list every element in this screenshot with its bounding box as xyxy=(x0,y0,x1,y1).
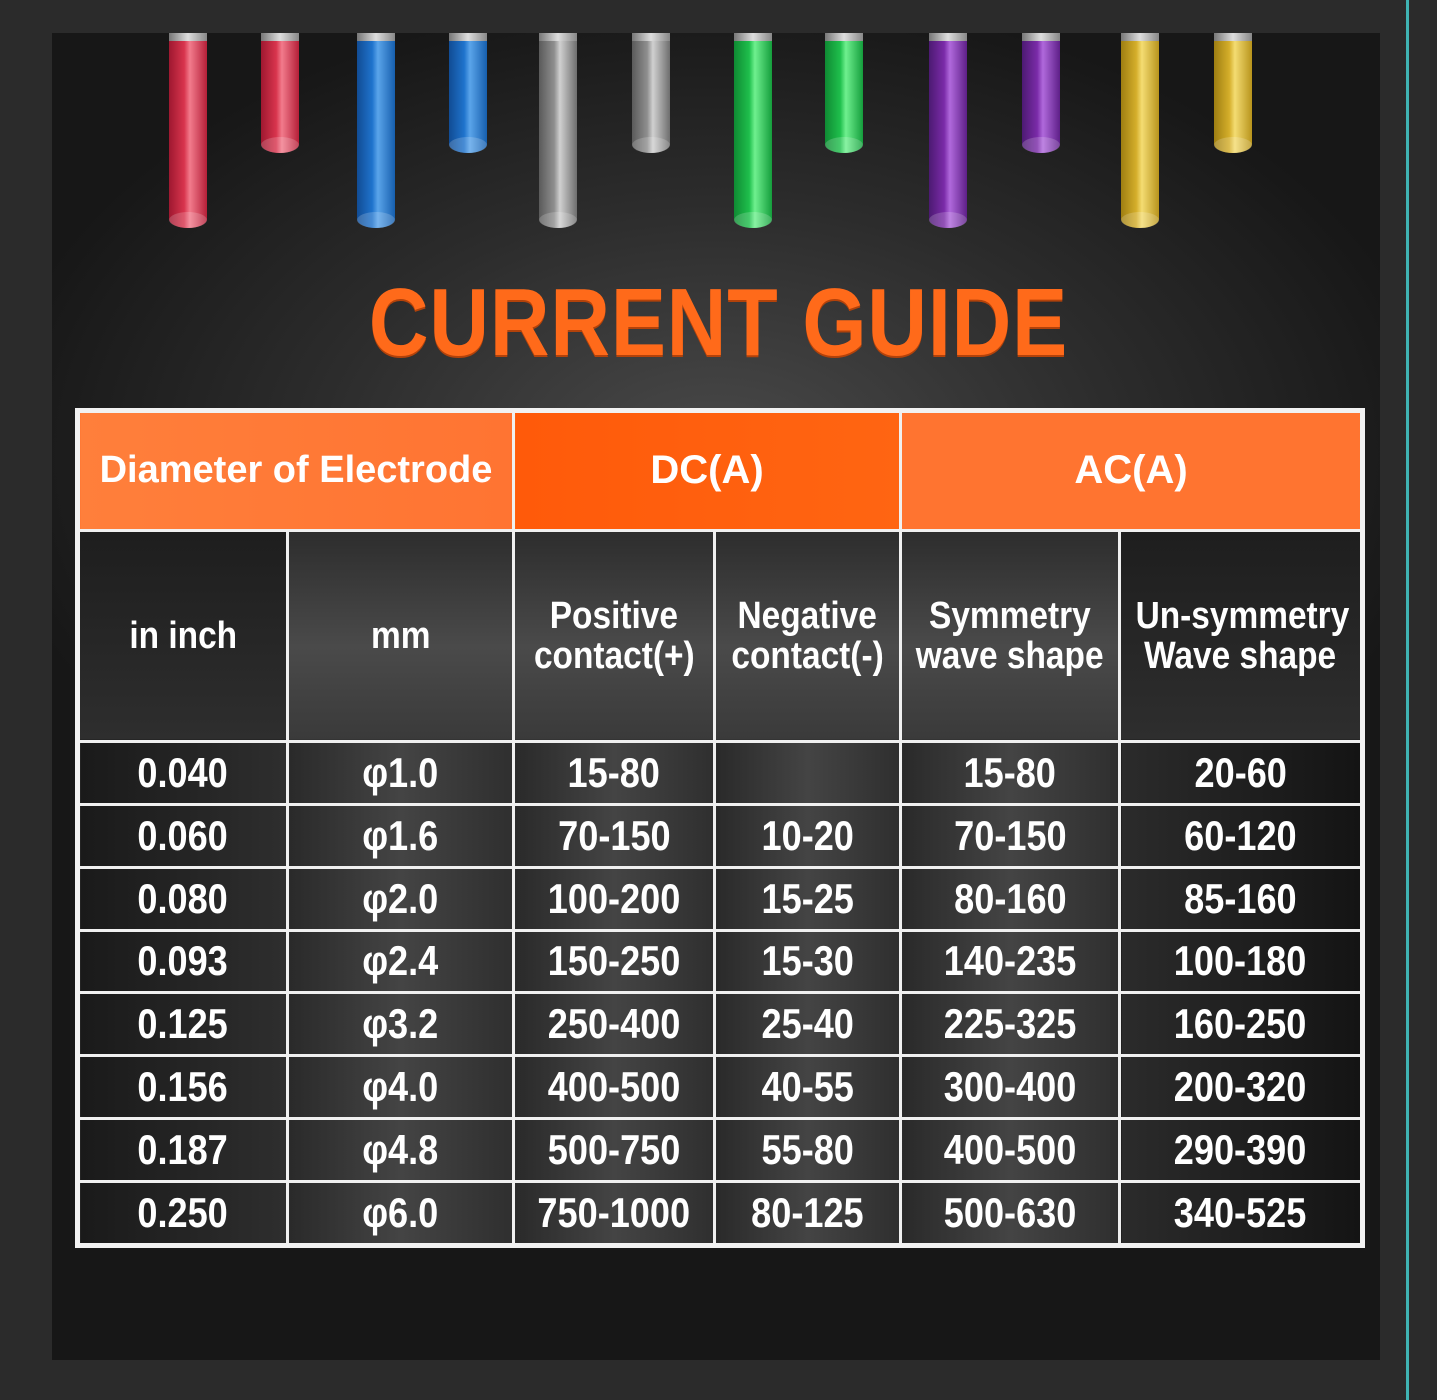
cell-mm: φ2.4 xyxy=(288,930,514,993)
cell-ac-unsymmetry: 60-120 xyxy=(1120,804,1363,867)
table-row xyxy=(78,993,1363,1056)
rod-green-long-icon xyxy=(734,33,772,228)
rod-green-short-icon xyxy=(825,33,863,153)
group-header-row xyxy=(78,411,1363,531)
cell-dc-negative xyxy=(715,741,901,804)
rod-blue-short-icon xyxy=(449,33,487,153)
sub-header-row xyxy=(78,530,1363,741)
electrode-rods xyxy=(52,33,1380,253)
cell-ac-unsymmetry: 85-160 xyxy=(1120,867,1363,930)
cell-dc-positive: 250-400 xyxy=(514,993,715,1056)
cell-inch: 0.125 xyxy=(78,993,288,1056)
cell-dc-positive: 500-750 xyxy=(514,1119,715,1182)
table-row xyxy=(78,1182,1363,1246)
cell-dc-negative: 40-55 xyxy=(715,1056,901,1119)
subheader-dc-positive: Positive contact(+) xyxy=(514,530,715,741)
table-row xyxy=(78,867,1363,930)
cell-mm: φ3.2 xyxy=(288,993,514,1056)
cell-ac-unsymmetry: 290-390 xyxy=(1120,1119,1363,1182)
cell-dc-negative: 15-30 xyxy=(715,930,901,993)
cell-ac-symmetry: 500-630 xyxy=(901,1182,1120,1246)
side-divider-line xyxy=(1406,0,1409,1400)
rod-gray-short-icon xyxy=(632,33,670,153)
current-guide-table xyxy=(75,408,1365,1248)
cell-mm: φ4.8 xyxy=(288,1119,514,1182)
cell-ac-symmetry: 400-500 xyxy=(901,1119,1120,1182)
cell-ac-unsymmetry: 340-525 xyxy=(1120,1182,1363,1246)
cell-dc-positive: 150-250 xyxy=(514,930,715,993)
cell-dc-positive: 15-80 xyxy=(514,741,715,804)
rod-yellow-long-icon xyxy=(1121,33,1159,228)
rod-purple-short-icon xyxy=(1022,33,1060,153)
cell-inch: 0.250 xyxy=(78,1182,288,1246)
cell-ac-unsymmetry: 20-60 xyxy=(1120,741,1363,804)
cell-ac-symmetry: 15-80 xyxy=(901,741,1120,804)
cell-dc-negative: 25-40 xyxy=(715,993,901,1056)
cell-inch: 0.156 xyxy=(78,1056,288,1119)
cell-ac-symmetry: 300-400 xyxy=(901,1056,1120,1119)
cell-dc-positive: 70-150 xyxy=(514,804,715,867)
header-dc: DC(A) xyxy=(514,411,901,531)
table-row xyxy=(78,741,1363,804)
cell-dc-negative: 55-80 xyxy=(715,1119,901,1182)
rod-gray-long-icon xyxy=(539,33,577,228)
cell-ac-symmetry: 70-150 xyxy=(901,804,1120,867)
cell-mm: φ1.0 xyxy=(288,741,514,804)
cell-dc-positive: 400-500 xyxy=(514,1056,715,1119)
cell-inch: 0.060 xyxy=(78,804,288,867)
subheader-mm: mm xyxy=(288,530,514,741)
cell-dc-negative: 15-25 xyxy=(715,867,901,930)
cell-ac-unsymmetry: 160-250 xyxy=(1120,993,1363,1056)
table-row xyxy=(78,930,1363,993)
cell-inch: 0.187 xyxy=(78,1119,288,1182)
cell-mm: φ2.0 xyxy=(288,867,514,930)
cell-inch: 0.080 xyxy=(78,867,288,930)
cell-dc-positive: 100-200 xyxy=(514,867,715,930)
table-row xyxy=(78,804,1363,867)
cell-ac-unsymmetry: 100-180 xyxy=(1120,930,1363,993)
table-row xyxy=(78,1119,1363,1182)
cell-mm: φ1.6 xyxy=(288,804,514,867)
rod-red-long-icon xyxy=(169,33,207,228)
rod-yellow-short-icon xyxy=(1214,33,1252,153)
header-ac: AC(A) xyxy=(901,411,1363,531)
cell-mm: φ6.0 xyxy=(288,1182,514,1246)
cell-inch: 0.040 xyxy=(78,741,288,804)
subheader-inch: in inch xyxy=(78,530,288,741)
cell-dc-negative: 10-20 xyxy=(715,804,901,867)
rod-red-short-icon xyxy=(261,33,299,153)
subheader-dc-negative: Negative contact(-) xyxy=(715,530,901,741)
cell-inch: 0.093 xyxy=(78,930,288,993)
subheader-ac-symmetry: Symmetry wave shape xyxy=(901,530,1120,741)
rod-blue-long-icon xyxy=(357,33,395,228)
page-title: CURRENT GUIDE xyxy=(368,269,1069,376)
cell-ac-unsymmetry: 200-320 xyxy=(1120,1056,1363,1119)
cell-ac-symmetry: 80-160 xyxy=(901,867,1120,930)
cell-ac-symmetry: 140-235 xyxy=(901,930,1120,993)
cell-dc-positive: 750-1000 xyxy=(514,1182,715,1246)
cell-dc-negative: 80-125 xyxy=(715,1182,901,1246)
table-row xyxy=(78,1056,1363,1119)
subheader-ac-unsymmetry: Un-symmetry Wave shape xyxy=(1120,530,1363,741)
header-diameter: Diameter of Electrode xyxy=(78,411,514,531)
rod-purple-long-icon xyxy=(929,33,967,228)
cell-mm: φ4.0 xyxy=(288,1056,514,1119)
cell-ac-symmetry: 225-325 xyxy=(901,993,1120,1056)
